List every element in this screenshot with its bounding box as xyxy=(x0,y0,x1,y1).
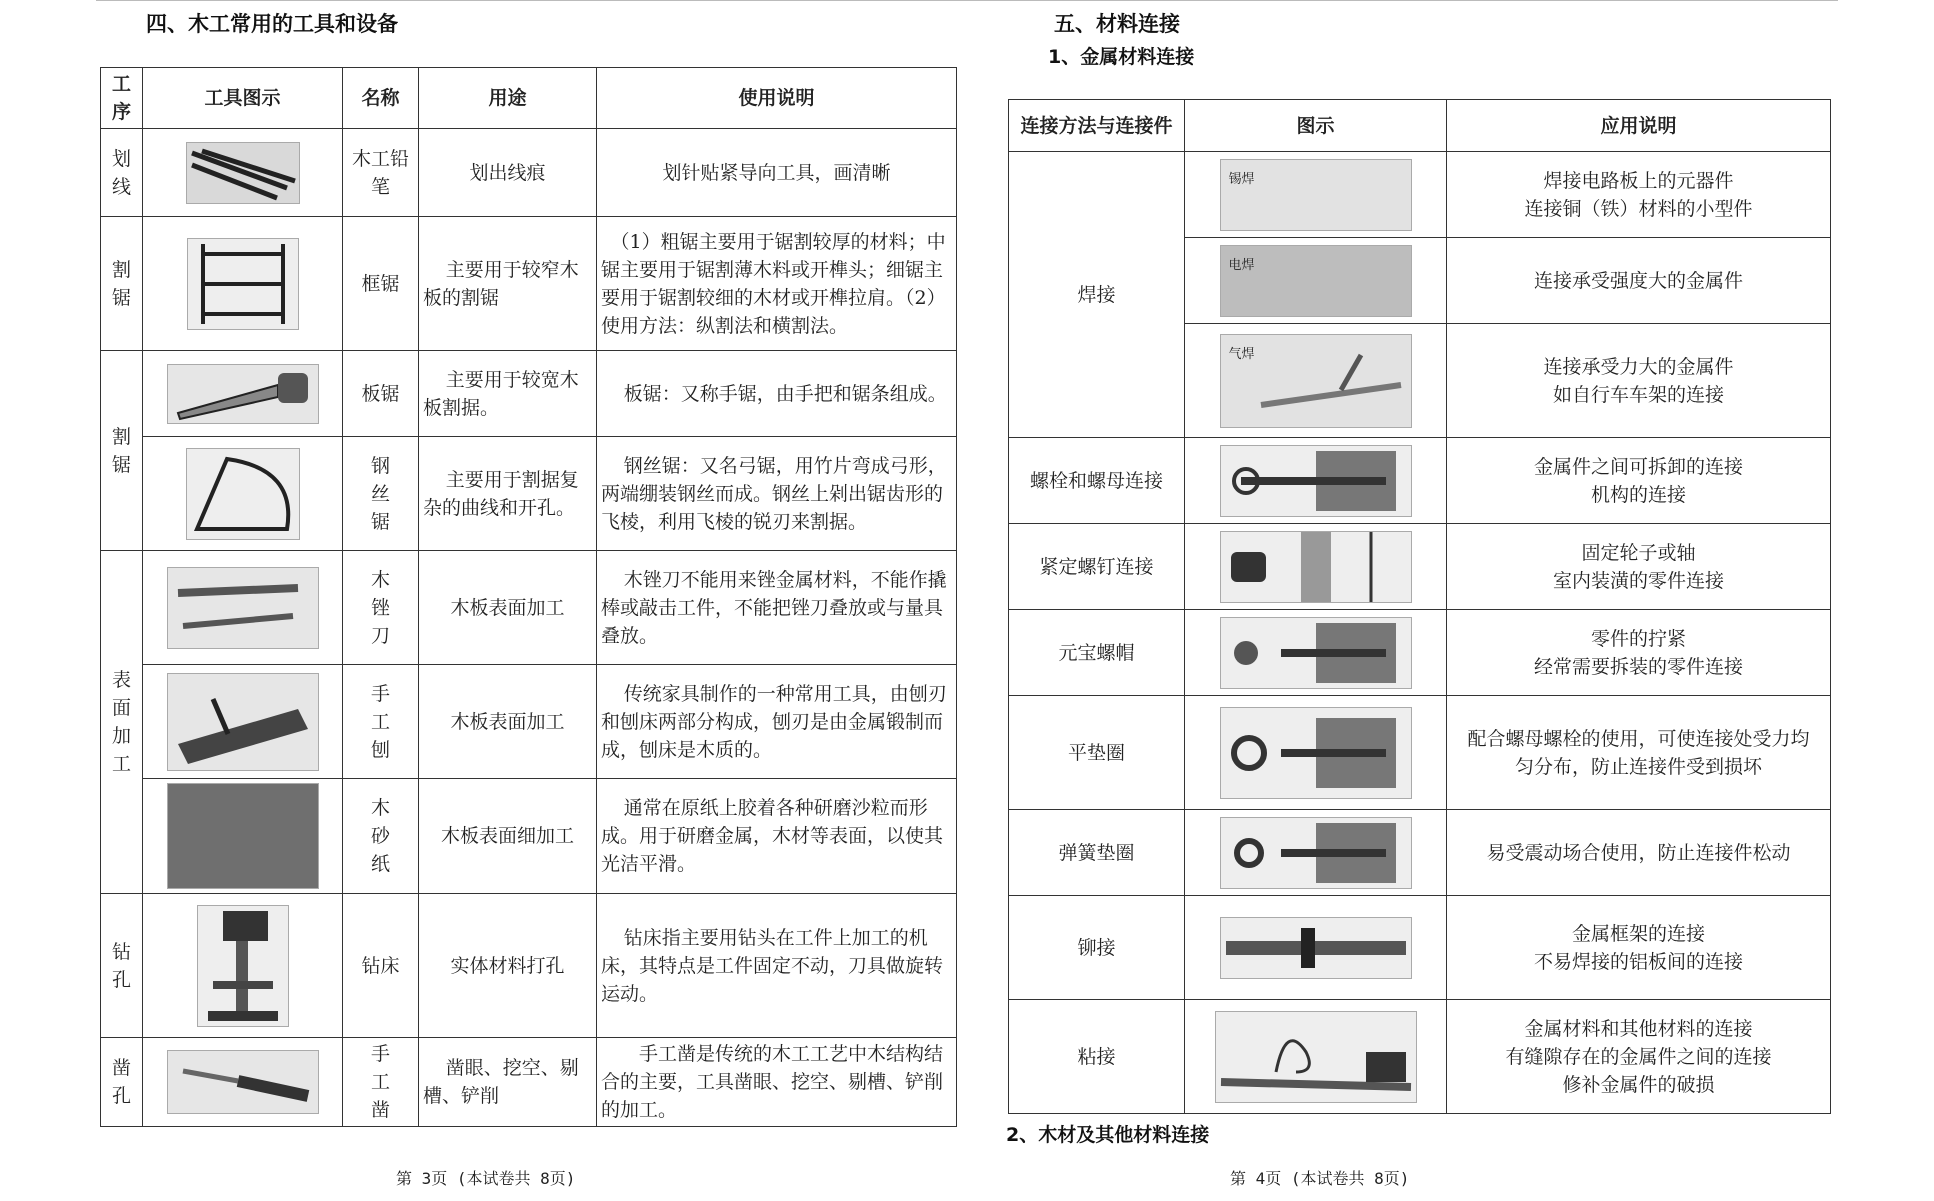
header-desc: 使用说明 xyxy=(597,68,957,129)
table-row xyxy=(101,551,957,665)
tool-use: 划出线痕 xyxy=(419,129,597,217)
tool-desc: 木锉刀不能用来锉金属材料，不能作撬棒或敲击工件，不能把锉刀叠放或与量具叠放。 xyxy=(597,551,957,665)
wire-saw-icon xyxy=(186,448,300,540)
table-row xyxy=(101,1038,957,1127)
table-row xyxy=(1009,152,1831,238)
tool-image-cell xyxy=(143,351,343,437)
illustration-cell xyxy=(1185,238,1447,324)
tool-desc: 传统家具制作的一种常用工具，由刨刃和刨床两部分构成，刨刃是由金属锻制而成，刨床是木质的。 xyxy=(597,665,957,779)
tool-name: 手工刨 xyxy=(343,665,419,779)
tool-use: 主要用于割据复杂的曲线和开孔。 xyxy=(419,437,597,551)
application-cell: 金属框架的连接 不易焊接的铝板间的连接 xyxy=(1447,896,1831,1000)
adhesive-bonding-icon xyxy=(1215,1011,1417,1103)
tool-desc: 钢丝锯：又名弓锯，用竹片弯成弓形，两端绷装钢丝而成。钢丝上剁出锯齿形的飞棱，利用飞棱的锐刃来割据。 xyxy=(597,437,957,551)
table-row xyxy=(1009,438,1831,524)
table-row xyxy=(1009,610,1831,696)
application-cell: 固定轮子或轴 室内装潢的零件连接 xyxy=(1447,524,1831,610)
illustration-cell xyxy=(1185,438,1447,524)
step-cell: 割锯 xyxy=(101,351,143,551)
illustration-cell xyxy=(1185,810,1447,896)
tools-table xyxy=(100,67,957,1127)
tool-name: 木砂纸 xyxy=(343,779,419,894)
chisel-icon xyxy=(167,1050,319,1114)
tool-desc: 划针贴紧导向工具，画清晰 xyxy=(597,129,957,217)
illustration-cell xyxy=(1185,696,1447,810)
gas-welding-icon xyxy=(1220,334,1412,428)
tool-image-cell xyxy=(143,665,343,779)
wood-file-icon xyxy=(167,567,319,649)
right-subsection2-title: 2、木材及其他材料连接 xyxy=(1006,1124,1210,1146)
table-row xyxy=(1009,810,1831,896)
table-row xyxy=(1009,1000,1831,1114)
table-row xyxy=(1009,896,1831,1000)
table-row xyxy=(101,437,957,551)
tool-use: 凿眼、挖空、剔槽、铲削 xyxy=(419,1038,597,1127)
method-cell: 弹簧垫圈 xyxy=(1009,810,1185,896)
right-subsection-title: 1、金属材料连接 xyxy=(1048,46,1195,68)
tool-image-cell xyxy=(143,1038,343,1127)
application-cell: 连接承受力大的金属件 如自行车车架的连接 xyxy=(1447,324,1831,438)
tool-use: 主要用于较宽木板割据。 xyxy=(419,351,597,437)
tool-name: 木工铅笔 xyxy=(343,129,419,217)
method-cell: 焊接 xyxy=(1009,152,1185,438)
step-cell: 割锯 xyxy=(101,217,143,351)
joining-table-header xyxy=(1009,100,1831,152)
tool-use: 木板表面加工 xyxy=(419,665,597,779)
method-cell: 铆接 xyxy=(1009,896,1185,1000)
table-row xyxy=(101,665,957,779)
tool-name: 板锯 xyxy=(343,351,419,437)
application-cell: 金属材料和其他材料的连接 有缝隙存在的金属件之间的连接 修补金属件的破损 xyxy=(1447,1000,1831,1114)
header-method: 连接方法与连接件 xyxy=(1009,100,1185,152)
top-rule xyxy=(96,0,1838,1)
tool-desc: 钻床指主要用钻头在工件上加工的机床，其特点是工件固定不动，刀具做旋转运动。 xyxy=(597,894,957,1038)
flat-washer-icon xyxy=(1220,707,1412,799)
left-page-footer: 第 3页 (本试卷共 8页) xyxy=(396,1169,576,1188)
header-step: 工序 xyxy=(101,68,143,129)
table-row xyxy=(1009,524,1831,610)
tool-name: 手工凿 xyxy=(343,1038,419,1127)
woodwork-pencil-icon xyxy=(186,142,300,204)
tool-use: 木板表面细加工 xyxy=(419,779,597,894)
application-cell: 易受震动场合使用，防止连接件松动 xyxy=(1447,810,1831,896)
tool-name: 钻床 xyxy=(343,894,419,1038)
drill-press-icon xyxy=(197,905,289,1027)
tool-desc: （1）粗锯主要用于锯割较厚的材料；中锯主要用于锯割薄木料或开榫头；细锯主要用于锯割较细的木材或开榫拉肩。（2）使用方法：纵割法和横割法。 xyxy=(597,217,957,351)
tool-image-cell xyxy=(143,437,343,551)
tool-image-cell xyxy=(143,129,343,217)
left-section-title: 四、木工常用的工具和设备 xyxy=(146,12,398,36)
wing-nut-icon xyxy=(1220,617,1412,689)
tool-name: 钢丝锯 xyxy=(343,437,419,551)
illustration-cell xyxy=(1185,152,1447,238)
tool-image-cell xyxy=(143,894,343,1038)
panel-saw-icon xyxy=(167,364,319,424)
application-cell: 配合螺母螺栓的使用，可使连接处受力均 匀分布，防止连接件受到损坏 xyxy=(1447,696,1831,810)
header-application: 应用说明 xyxy=(1447,100,1831,152)
right-section-title: 五、材料连接 xyxy=(1054,12,1180,36)
method-cell: 粘接 xyxy=(1009,1000,1185,1114)
right-page-footer: 第 4页 (本试卷共 8页) xyxy=(1230,1169,1410,1188)
tool-desc: 板锯：又称手锯，由手把和锯条组成。 xyxy=(597,351,957,437)
method-cell: 螺栓和螺母连接 xyxy=(1009,438,1185,524)
illustration-cell xyxy=(1185,896,1447,1000)
illustration-cell xyxy=(1185,524,1447,610)
step-cell: 表面加工 xyxy=(101,551,143,894)
method-cell: 平垫圈 xyxy=(1009,696,1185,810)
set-screw-icon xyxy=(1220,531,1412,603)
method-cell: 紧定螺钉连接 xyxy=(1009,524,1185,610)
illustration-label: 锡焊 xyxy=(1228,171,1255,187)
tool-desc: 通常在原纸上胶着各种研磨沙粒而形成。用于研磨金属，木材等表面，以使其光洁平滑。 xyxy=(597,779,957,894)
tool-name: 框锯 xyxy=(343,217,419,351)
tool-image-cell xyxy=(143,779,343,894)
table-row xyxy=(101,894,957,1038)
illustration-label: 电焊 xyxy=(1228,257,1255,273)
tin-soldering-icon xyxy=(1220,159,1412,231)
header-name: 名称 xyxy=(343,68,419,129)
application-cell: 金属件之间可拆卸的连接 机构的连接 xyxy=(1447,438,1831,524)
header-use: 用途 xyxy=(419,68,597,129)
table-row xyxy=(1009,696,1831,810)
step-cell: 划线 xyxy=(101,129,143,217)
sandpaper-icon xyxy=(167,783,319,889)
step-cell: 凿孔 xyxy=(101,1038,143,1127)
tool-image-cell xyxy=(143,551,343,665)
illustration-label: 气焊 xyxy=(1228,346,1255,362)
spring-washer-icon xyxy=(1220,817,1412,889)
frame-saw-icon xyxy=(187,238,299,330)
hand-plane-icon xyxy=(167,673,319,771)
header-illustration: 图示 xyxy=(1185,100,1447,152)
table-row xyxy=(101,779,957,894)
application-cell: 连接承受强度大的金属件 xyxy=(1447,238,1831,324)
application-cell: 零件的拧紧 经常需要拆装的零件连接 xyxy=(1447,610,1831,696)
rivet-icon xyxy=(1220,917,1412,979)
tools-table-header xyxy=(101,68,957,129)
electric-welding-icon xyxy=(1220,245,1412,317)
tool-name: 木锉刀 xyxy=(343,551,419,665)
tool-desc: 手工凿是传统的木工工艺中木结构结合的主要，工具凿眼、挖空、剔槽、铲削的加工。 xyxy=(597,1038,957,1127)
tool-image-cell xyxy=(143,217,343,351)
illustration-cell xyxy=(1185,1000,1447,1114)
metal-joining-table xyxy=(1008,99,1831,1114)
table-row xyxy=(101,217,957,351)
header-image: 工具图示 xyxy=(143,68,343,129)
illustration-cell xyxy=(1185,324,1447,438)
bolt-nut-icon xyxy=(1220,445,1412,517)
illustration-cell xyxy=(1185,610,1447,696)
tool-use: 木板表面加工 xyxy=(419,551,597,665)
method-cell: 元宝螺帽 xyxy=(1009,610,1185,696)
table-row xyxy=(101,351,957,437)
step-cell: 钻孔 xyxy=(101,894,143,1038)
tool-use: 主要用于较窄木板的割锯 xyxy=(419,217,597,351)
application-cell: 焊接电路板上的元器件 连接铜（铁）材料的小型件 xyxy=(1447,152,1831,238)
table-row xyxy=(101,129,957,217)
tool-use: 实体材料打孔 xyxy=(419,894,597,1038)
